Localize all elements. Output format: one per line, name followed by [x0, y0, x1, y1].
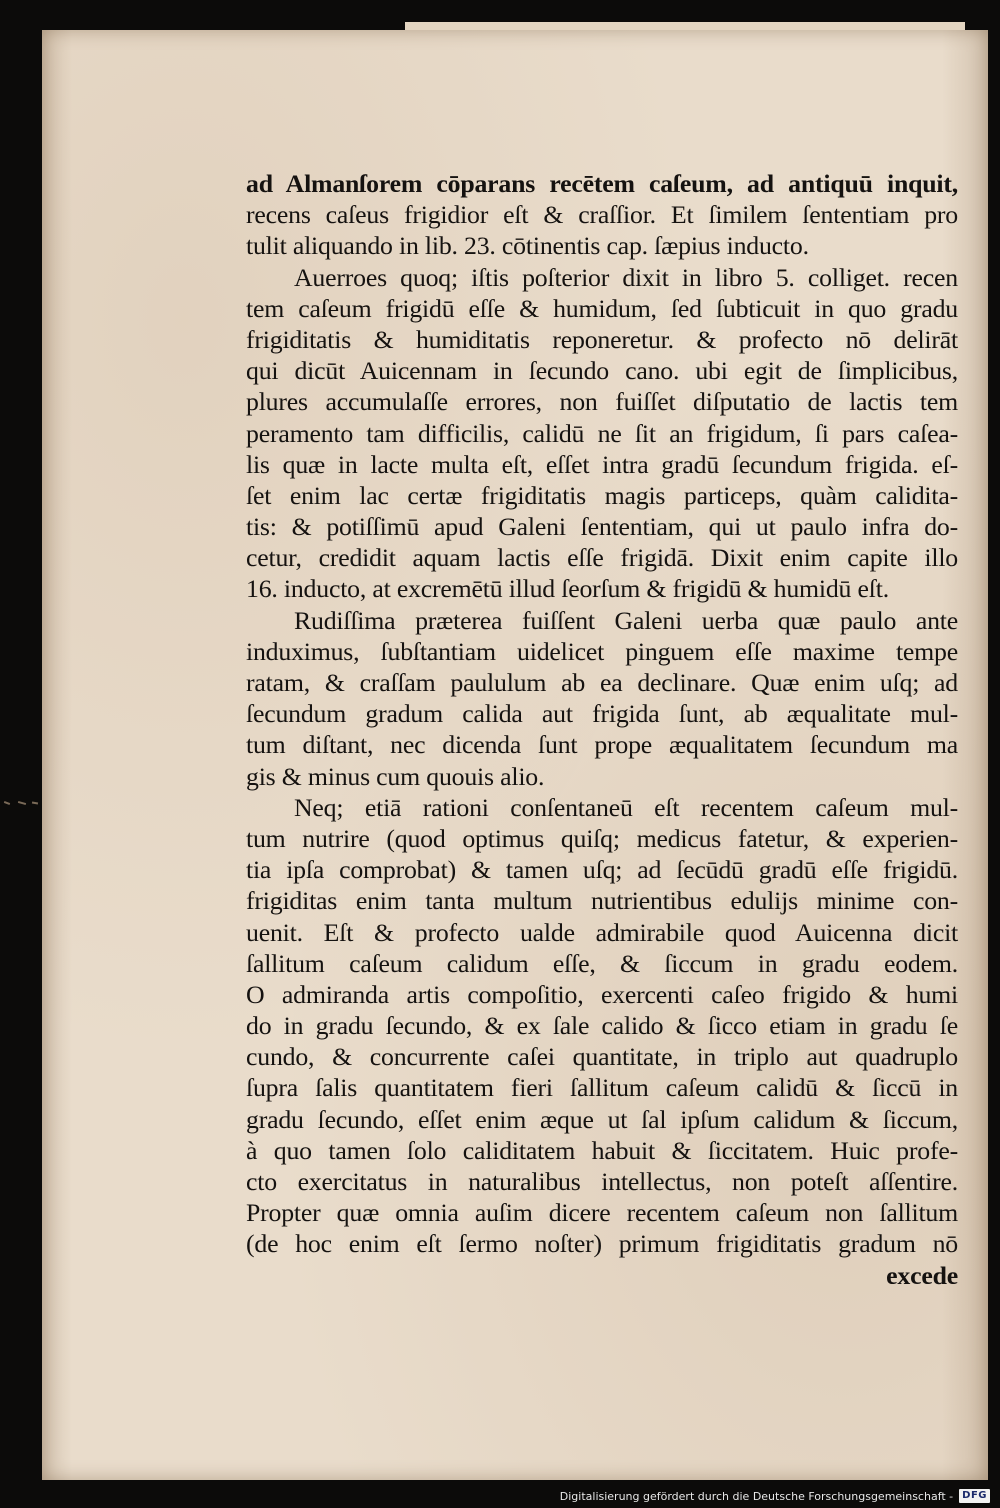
- text-line: à quo tamen ſolo caliditatem habuit & ſiccitatem. Huic profe-: [246, 1135, 958, 1165]
- text-line: tem caſeum frigidū eſſe & humidum, ſed ſubticuit in quo gradu: [246, 293, 958, 323]
- text-line: Rudiſſima præterea fuiſſent Galeni uerba quæ paulo ante: [294, 605, 958, 635]
- text-line: ratam, & craſſam paululum ab ea declinare. Quæ enim uſq; ad: [246, 668, 958, 697]
- text-line: do in gradu ſecundo, & ex ſale calido & ſicco etiam in gradu ſe: [246, 1011, 958, 1041]
- text-line: ſecundum gradum calida aut frigida ſunt, ab æqualitate mul-: [246, 699, 958, 729]
- text-line: tum nutrire (quod optimus quiſq; medicus fatetur, & experien-: [246, 823, 958, 853]
- digitization-footer: [560, 1488, 990, 1504]
- text-line: gradu ſecundo, eſſet enim æque ut ſal ipſum calidum & ſiccum,: [246, 1104, 958, 1134]
- text-line: ad Almanſorem cōparans recētem caſeum, ad antiquū inquit,: [246, 169, 958, 198]
- text-line: cetur, credidit aquam lactis eſſe frigidā. Dixit enim capite illo: [246, 543, 958, 573]
- footer-text: Digitalisierung gefördert durch die Deutsche Forschungsgemeinschaft -: [559, 1489, 954, 1503]
- text-line: tulit aliquando in lib. 23. cōtinentis cap. ſæpius inducto.: [246, 231, 809, 261]
- text-line: ſupra ſalis quantitatem fieri ſallitum caſeum calidū & ſiccū in: [246, 1073, 958, 1103]
- catchword: excede: [886, 1260, 958, 1290]
- text-line: lis quæ in lacte multa eſt, eſſet intra gradū ſecundum frigida. eſ-: [246, 449, 958, 479]
- binding-marks: [0, 802, 40, 804]
- text-line: Propter quæ omnia auſim dicere recentem caſeum non ſallitum: [246, 1198, 958, 1228]
- text-line: ſet enim lac certæ frigiditatis magis particeps, quàm calidita-: [246, 480, 958, 510]
- text-line: qui dicūt Auicennam in ſecundo cano. ubi egit de ſimplicibus,: [246, 356, 958, 386]
- text-line: plures accumulaſſe errores, non fuiſſet diſputatio de lactis tem: [246, 387, 958, 417]
- text-line: Auerroes quoq; iſtis poſterior dixit in libro 5. colliget. recen: [294, 262, 958, 292]
- text-line: frigiditatis & humiditatis reponeretur. & profecto nō delirāt: [246, 324, 958, 354]
- text-line: Neq; etiā rationi conſentaneū eſt recentem caſeum mul-: [294, 792, 958, 822]
- text-line: recens caſeus frigidior eſt & craſſior. Et ſimilem ſententiam pro: [246, 200, 958, 230]
- text-line: tia ipſa comprobat) & tamen uſq; ad ſecūdū gradū eſſe frigidū.: [246, 855, 958, 885]
- dfg-logo: DFG: [959, 1489, 990, 1503]
- text-line: induximus, ſubſtantiam uidelicet pinguem eſſe maxime tempe: [246, 636, 958, 666]
- text-line: uenit. Eſt & profecto ualde admirabile quod Auicenna dicit: [246, 917, 958, 947]
- text-line: tis: & potiſſimū apud Galeni ſententiam, qui ut paulo infra do-: [246, 512, 958, 542]
- text-line: 16. inducto, at excremētū illud ſeorſum & frigidū & humidū eſt.: [246, 574, 889, 604]
- text-line: (de hoc enim eſt ſermo noſter) primum frigiditatis gradum nō: [246, 1229, 958, 1259]
- text-line: tum diſtant, nec dicenda ſunt prope æqualitatem ſecundum ma: [246, 730, 958, 760]
- text-line: O admiranda artis compoſitio, exercenti caſeo frigido & humi: [246, 979, 958, 1009]
- text-line: gis & minus cum quouis alio.: [246, 761, 545, 791]
- text-line: frigiditas enim tanta multum nutrientibus edulijs minime con-: [246, 886, 958, 916]
- text-line: peramento tam difficilis, calidū ne ſit an frigidum, ſi pars caſea-: [246, 418, 958, 448]
- text-line: cto exercitatus in naturalibus intellectus, non poteſt aſſentire.: [246, 1167, 958, 1196]
- text-line: ſallitum caſeum calidum eſſe, & ſiccum in gradu eodem.: [246, 948, 958, 978]
- text-line: cundo, & concurrente caſei quantitate, in triplo aut quadruplo: [246, 1042, 958, 1072]
- body-text: [246, 168, 958, 1291]
